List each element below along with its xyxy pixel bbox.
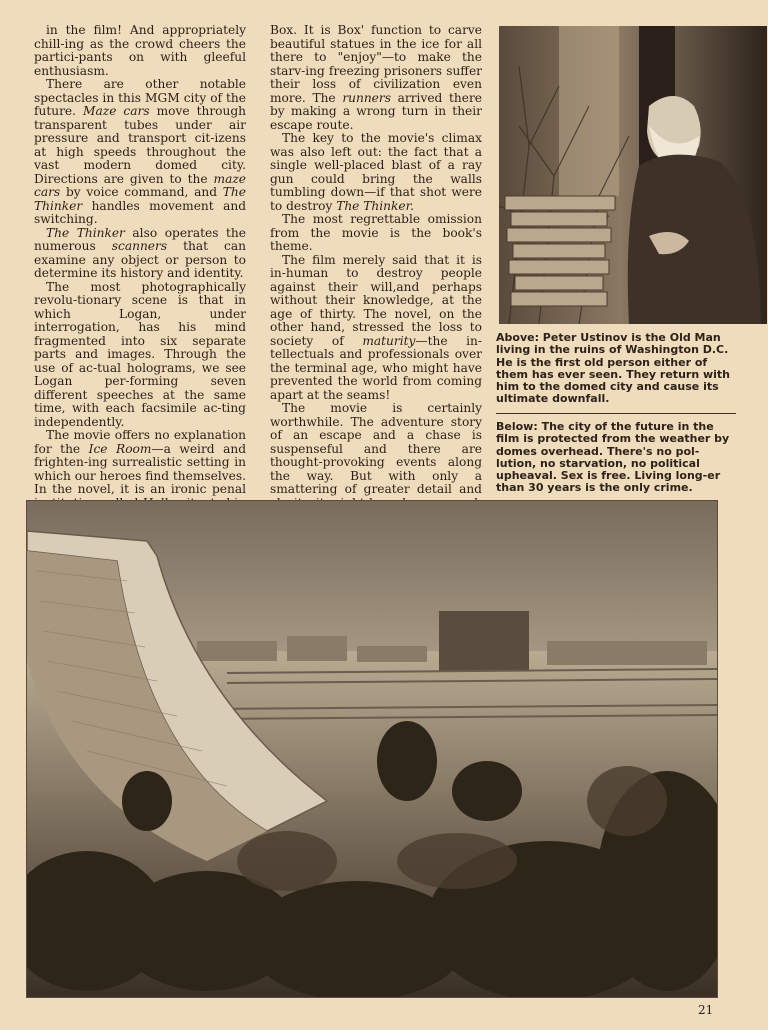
text-run: The key to the movie's climax was also left out: the fact that a single well-placed blast of a ray gun could bring the walls tumbling down—if that shot were to destroy <box>270 131 482 213</box>
italic-text: scanners <box>111 239 168 253</box>
caption-top-photo: Above: Peter Ustinov is the Old Man living in the ruins of Washington D.C. He is the first old person either of them has ever seen. They return with him to the domed city and cause its ultimate downfall. <box>496 331 731 406</box>
paragraph <box>270 213 482 254</box>
paragraph <box>34 78 246 227</box>
text-run: The most photographically revolu-tionary scene is that in which Logan, under interrogation, has his mind fragmented into six separate parts and images. Through the use of ac-tual holograms, we see Logan per-forming seven different speeches at the same time, with each facsimile ac-ting independently. <box>34 279 246 429</box>
text-run: There are other notable spectacles in this MGM city of the future. <box>34 77 246 118</box>
paragraph <box>270 24 482 132</box>
article-column-1 <box>34 24 246 551</box>
paragraph <box>270 254 482 403</box>
text-run: The movie offers no explanation for the <box>34 428 246 456</box>
italic-text: Ice Room <box>88 441 152 456</box>
article-column-2 <box>270 24 482 524</box>
text-run: that can examine any object or person to determine its history and identity. <box>34 239 247 280</box>
text-run: The most regrettable omission from the movie is the book's theme. <box>270 212 482 253</box>
italic-text: Maze cars <box>83 104 150 118</box>
text-run: also operates the numerous <box>34 225 246 253</box>
text-run: arrived there by making a wrong turn in their escape route. <box>270 90 483 132</box>
text-run: in the film! And appropriately chill-ing as the crowd cheers the partici-pants on with gleeful enthusiasm. <box>34 23 246 78</box>
italic-text: maturity <box>362 333 416 348</box>
text-run: by voice command, and <box>60 185 223 199</box>
text-run: The film merely said that it is in-human to destroy people against their will,and perhaps without their knowledge, at the age of thirty. The novel, on the other hand, stressed the loss to society of <box>270 252 482 348</box>
page-number: 21 <box>698 1003 714 1017</box>
text-run: —the in-tellectuals and professionals over the terminal age, who might have prevented the world from coming apart at the seams! <box>270 333 482 402</box>
text-run: —a weird and frighten-ing surrealistic setting in which our heroes find themselves. In the novel, it is an ironic penal <box>34 441 246 496</box>
italic-text: The Thinker <box>34 185 246 213</box>
paragraph <box>34 281 246 430</box>
caption-bottom-photo: Below: The city of the future in the film is protected from the weather by domes overhead. There's no pol-lution, no starvation, no political upheaval. Sex is free. Living long-er than 30 years is the only crime. <box>496 420 730 495</box>
italic-text: runners <box>342 90 391 105</box>
paragraph <box>34 227 246 281</box>
paragraph <box>270 132 482 213</box>
caption-divider <box>496 413 736 414</box>
text-run: handles movement and switching. <box>34 198 246 226</box>
photo-old-man-in-ruins <box>499 26 767 324</box>
text-run: The movie is certainly worthwhile. The adventure story of an escape and a chase is suspenseful and there are thought-provoking events along the way. But with only a smattering of greater detail and <box>270 401 482 496</box>
paragraph <box>34 24 246 78</box>
text-run: move through transparent tubes under air pressure and transport cit-izens at high speeds throughout the vast modern domed city. Directions are given to the <box>34 104 246 186</box>
italic-text: maze cars <box>34 171 246 199</box>
italic-text: The Thinker <box>46 225 125 240</box>
text-run: Box. It is Box' function to carve beautiful statues in the ice for all there to "enjoy"—to make the starv-ing freezing prisoners suffer their loss of civilization even more. The <box>270 23 482 105</box>
photo-domed-city <box>26 500 718 998</box>
italic-text: The Thinker. <box>336 198 414 213</box>
